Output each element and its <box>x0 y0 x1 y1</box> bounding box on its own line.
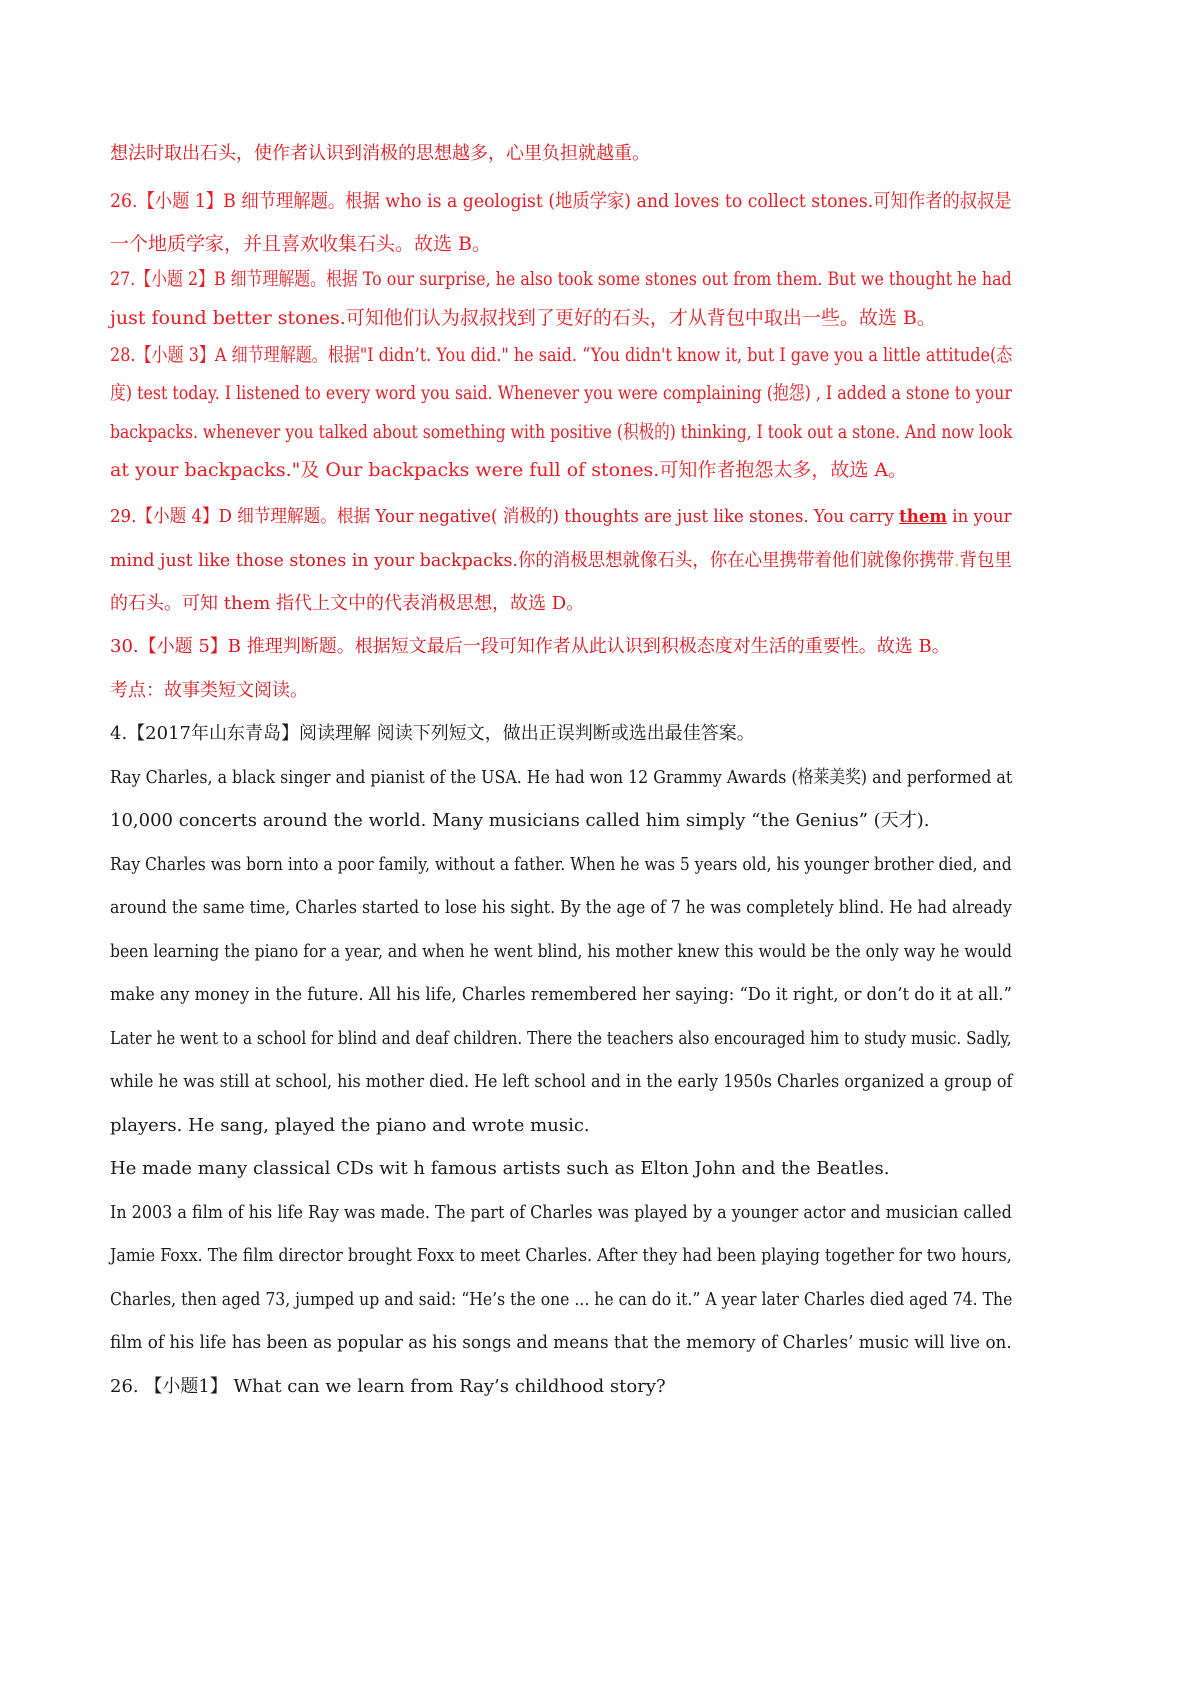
answer-q29-line2-pre: mind just like those stones in your backpacks.你的消极思想就像石头，你在心里携带着他们就像你携带 <box>110 550 954 571</box>
passage-line-8: while he was still at school, his mother died. He left school and in the early 1950s Charles organized a group of <box>110 1071 1013 1092</box>
passage-line-1: Ray Charles, a black singer and pianist of the USA. He had won 12 Grammy Awards (格莱美奖) and performed at <box>110 767 1013 788</box>
passage-line-6: make any money in the future. All his life, Charles remembered her saying: “Do it right, or don’t do it at all.” <box>110 984 1012 1005</box>
answer-q26-line-2: 一个地质学家，并且喜欢收集石头。故选 B。 <box>110 233 492 255</box>
answer-q29-line-2 <box>110 548 1012 574</box>
answer-q27-line-1: 27.【小题 2】B 细节理解题。根据 To our surprise, he also took some stones out from them. But we thought he had <box>110 268 1012 290</box>
passage-line-12: Jamie Foxx. The film director brought Foxx to meet Charles. After they had been playing together for two hours, <box>110 1245 1012 1266</box>
passage-line-2: 10,000 concerts around the world. Many musicians called him simply “the Genius” (天才). <box>110 810 930 831</box>
answer-q28-line-3: backpacks. whenever you talked about something with positive (积极的) thinking, I took out a stone. And now look <box>110 421 1013 443</box>
section-heading: 4.【2017年山东青岛】阅读理解 阅读下列短文，做出正误判断或选出最佳答案。 <box>110 723 755 744</box>
question-26: 26. 【小题1】 What can we learn from Ray’s childhood story? <box>110 1376 666 1397</box>
passage-line-11: In 2003 a film of his life Ray was made. The part of Charles was played by a younger actor and musician called <box>110 1202 1012 1223</box>
answer-q26-line-1: 26.【小题 1】B 细节理解题。根据 who is a geologist (地质学家) and loves to collect stones.可知作者的叔叔是 <box>110 190 1012 212</box>
answer-q29-marker-dot: . <box>953 550 960 571</box>
passage-line-14: film of his life has been as popular as his songs and means that the memory of Charles’ music will live on. <box>110 1332 1012 1353</box>
answer-source-note: 考点：故事类短文阅读。 <box>110 680 308 701</box>
answer-q29-line-1 <box>110 504 1012 530</box>
answer-q27-line-2: just found better stones.可知他们认为叔叔找到了更好的石头，才从背包中取出一些。故选 B。 <box>110 307 936 329</box>
passage-line-13: Charles, then aged 73, jumped up and said: “He’s the one ... he can do it.” A year later Charles died aged 74. The <box>110 1289 1013 1310</box>
answer-q29-text-post: in your <box>947 506 1012 527</box>
passage-line-3: Ray Charles was born into a poor family, without a father. When he was 5 years old, his younger brother died, and <box>110 854 1012 875</box>
answer-q29-line-3: 的石头。可知 them 指代上文中的代表消极思想，故选 D。 <box>110 593 585 614</box>
answer-q30-line: 30.【小题 5】B 推理判断题。根据短文最后一段可知作者从此认识到积极态度对生活的重要性。故选 B。 <box>110 636 950 657</box>
passage-line-10: He made many classical CDs wit h famous artists such as Elton John and the Beatles. <box>110 1158 890 1179</box>
answer-q28-line-1: 28.【小题 3】A 细节理解题。根据"I didn’t. You did." he said. “You didn't know it, but I gave you a little attitude(态 <box>110 344 1013 366</box>
answer-q28-line-4: at your backpacks."及 Our backpacks were full of stones.可知作者抱怨太多，故选 A。 <box>110 459 908 481</box>
passage-line-5: been learning the piano for a year, and when he went blind, his mother knew this would be the only way he would <box>110 941 1012 962</box>
passage-line-7: Later he went to a school for blind and deaf children. There the teachers also encouraged him to study music. Sadly, <box>110 1028 1012 1049</box>
answer-q29-text-pre: 29.【小题 4】D 细节理解题。根据 Your negative( 消极的) thoughts are just like stones. You carry <box>110 506 900 527</box>
answer-q29-underlined-word: them <box>899 506 948 527</box>
answer-line-0: 想法时取出石头，使作者认识到消极的思想越多，心里负担就越重。 <box>110 143 650 164</box>
answer-q28-line-2: 度) test today. I listened to every word you said. Whenever you were complaining (抱怨) , I added a stone to your <box>110 382 1012 404</box>
answer-q29-line2-post: 背包里 <box>959 550 1012 571</box>
passage-line-4: around the same time, Charles started to lose his sight. By the age of 7 he was completely blind. He had already <box>110 897 1012 918</box>
passage-line-9: players. He sang, played the piano and wrote music. <box>110 1115 590 1136</box>
